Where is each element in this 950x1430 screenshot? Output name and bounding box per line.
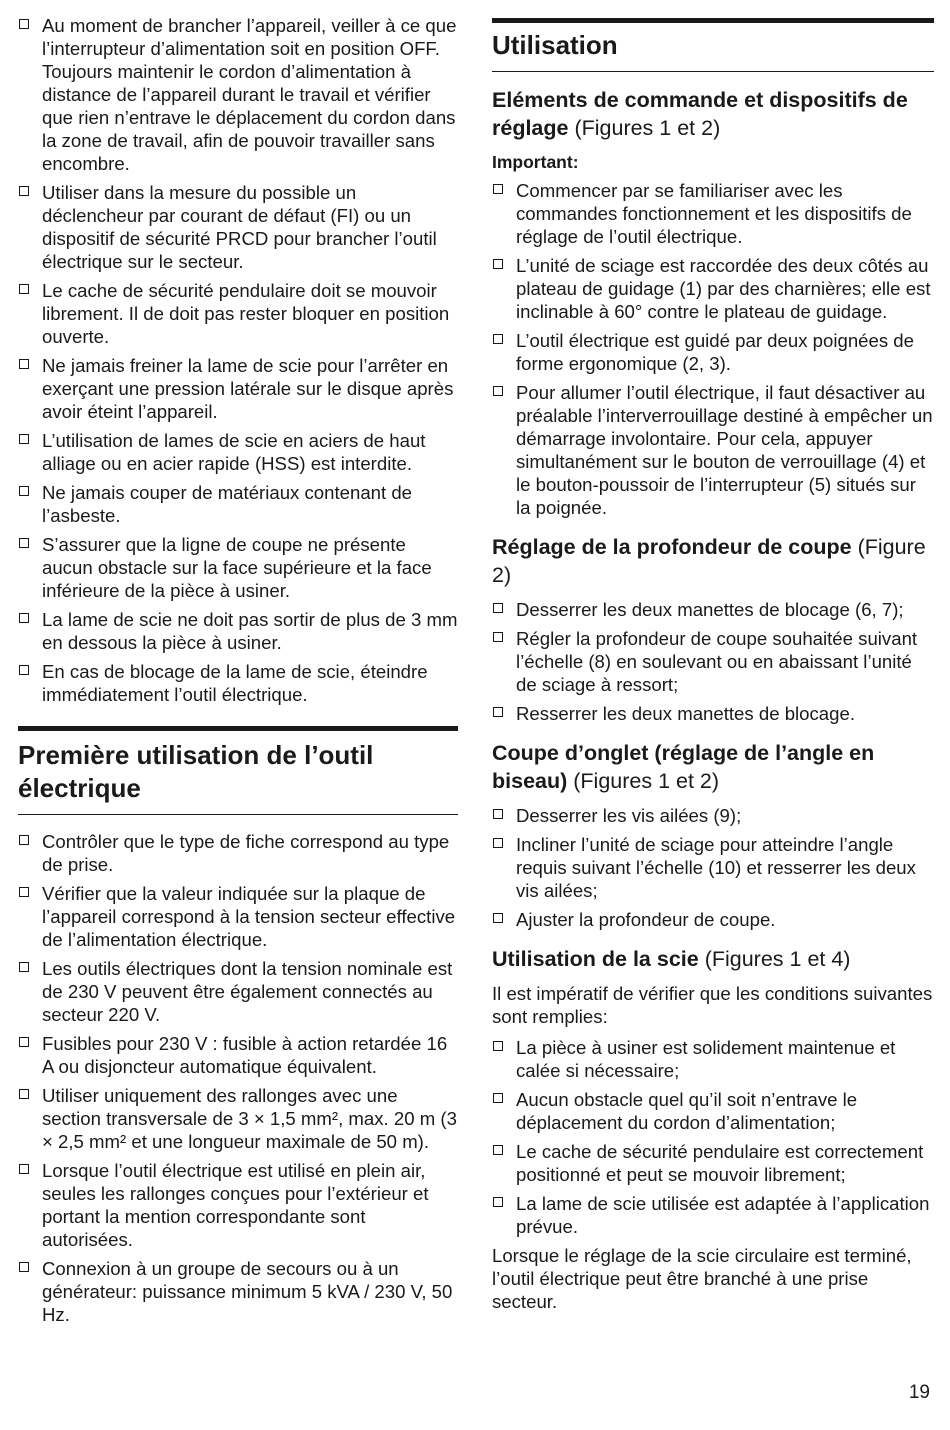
- checkbox-icon: [19, 19, 29, 29]
- left-column: [18, 0, 458, 1332]
- checkbox-icon: [19, 835, 29, 845]
- list-item: Fusibles pour 230 V : fusible à action retardée 16 A ou disjoncteur automatique équivalent.: [18, 1032, 458, 1078]
- checkbox-icon: [493, 1041, 503, 1051]
- checkbox-icon: [493, 707, 503, 717]
- checkbox-icon: [19, 962, 29, 972]
- subsection-title-bevel: Coupe d’onglet (réglage de l’angle en biseau) (Figures 1 et 2): [492, 741, 875, 793]
- list-item: Incliner l’unité de sciage pour atteindre l’angle requis suivant l’échelle (10) et resserrer les deux vis ailées;: [492, 833, 934, 902]
- bevel-list: [492, 804, 934, 931]
- list-item: La lame de scie utilisée est adaptée à l’application prévue.: [492, 1192, 934, 1238]
- checkbox-icon: [19, 359, 29, 369]
- list-item: La lame de scie ne doit pas sortir de plus de 3 mm en dessous la pièce à usiner.: [18, 608, 458, 654]
- list-item: L’utilisation de lames de scie en aciers de haut alliage ou en acier rapide (HSS) est interdite.: [18, 429, 458, 475]
- checkbox-icon: [493, 913, 503, 923]
- checkbox-icon: [19, 613, 29, 623]
- checkbox-icon: [493, 184, 503, 194]
- list-item: Utiliser uniquement des rallonges avec une section transversale de 3 × 1,5 mm², max. 20 m (3 × 2,5 mm² et une longueur maximale de 50 m).: [18, 1084, 458, 1153]
- important-label: Important:: [492, 152, 579, 172]
- section-underline: [18, 814, 458, 815]
- checkbox-icon: [493, 1145, 503, 1155]
- list-item: Resserrer les deux manettes de blocage.: [492, 702, 934, 725]
- checkbox-icon: [493, 1093, 503, 1103]
- list-item: Vérifier que la valeur indiquée sur la plaque de l’appareil correspond à la tension secteur effective de l’alimentation électrique.: [18, 882, 458, 951]
- checkbox-icon: [493, 603, 503, 613]
- list-item: Régler la profondeur de coupe souhaitée suivant l’échelle (8) en soulevant ou en abaissant l’unité de sciage à ressort;: [492, 627, 934, 696]
- list-item: Utiliser dans la mesure du possible un déclencheur par courant de défaut (FI) ou un dispositif de sécurité PRCD pour brancher l’outil électrique sur le secteur.: [18, 181, 458, 273]
- subsection-title-depth: Réglage de la profondeur de coupe (Figure 2): [492, 535, 926, 587]
- safety-list: [18, 14, 458, 706]
- checkbox-icon: [19, 486, 29, 496]
- list-item: En cas de blocage de la lame de scie, éteindre immédiatement l’outil électrique.: [18, 660, 458, 706]
- checkbox-icon: [493, 809, 503, 819]
- list-item: La pièce à usiner est solidement maintenue et calée si nécessaire;: [492, 1036, 934, 1082]
- list-item: Ne jamais freiner la lame de scie pour l’arrêter en exerçant une pression latérale sur le disque après avoir éteint l’appareil.: [18, 354, 458, 423]
- checkbox-icon: [493, 1197, 503, 1207]
- checkbox-icon: [493, 632, 503, 642]
- closing-paragraph: Lorsque le réglage de la scie circulaire est terminé, l’outil électrique peut être branché à une prise secteur.: [492, 1245, 912, 1312]
- list-item: Contrôler que le type de fiche correspond au type de prise.: [18, 830, 458, 876]
- list-item: Le cache de sécurité pendulaire doit se mouvoir librement. Il de doit pas rester bloquer en position ouverte.: [18, 279, 458, 348]
- checkbox-icon: [493, 386, 503, 396]
- list-item: Desserrer les deux manettes de blocage (6, 7);: [492, 598, 934, 621]
- depth-list: [492, 598, 934, 725]
- subsection-title-controls: Eléments de commande et dispositifs de réglage (Figures 1 et 2): [492, 88, 908, 140]
- section-rule: [18, 726, 458, 731]
- checkbox-icon: [493, 259, 503, 269]
- list-item: Les outils électriques dont la tension nominale est de 230 V peuvent être également connectés au secteur 220 V.: [18, 957, 458, 1026]
- section-rule: [492, 18, 934, 23]
- page-number: 19: [908, 1382, 930, 1403]
- list-item: Connexion à un groupe de secours ou à un générateur: puissance minimum 5 kVA / 230 V, 50 Hz.: [18, 1257, 458, 1326]
- list-item: Commencer par se familiariser avec les commandes fonctionnement et les dispositifs de réglage de l’outil électrique.: [492, 179, 934, 248]
- controls-list: [492, 179, 934, 519]
- checkbox-icon: [493, 334, 503, 344]
- list-item: Le cache de sécurité pendulaire est correctement positionné et peut se mouvoir librement;: [492, 1140, 934, 1186]
- checkbox-icon: [19, 1089, 29, 1099]
- checkbox-icon: [19, 1037, 29, 1047]
- checkbox-icon: [19, 186, 29, 196]
- section-underline: [492, 71, 934, 72]
- checkbox-icon: [19, 665, 29, 675]
- list-item: L’unité de sciage est raccordée des deux côtés au plateau de guidage (1) par des charnières; elle est inclinable à 60° contre le plateau de guidage.: [492, 254, 934, 323]
- list-item: Aucun obstacle quel qu’il soit n’entrave le déplacement du cordon d’alimentation;: [492, 1088, 934, 1134]
- first-use-list: [18, 830, 458, 1326]
- checkbox-icon: [493, 838, 503, 848]
- checkbox-icon: [19, 1262, 29, 1272]
- list-item: Au moment de brancher l’appareil, veiller à ce que l’interrupteur d’alimentation soit en position OFF. Toujours maintenir le cordon d’alimentation à distance de l’appareil durant le travail et vérifier que rien n’entrave le déplacement du cordon dans la zone de travail, afin de pouvoir travailler sans encombre.: [18, 14, 458, 175]
- list-item: L’outil électrique est guidé par deux poignées de forme ergonomique (2, 3).: [492, 329, 934, 375]
- checkbox-icon: [19, 434, 29, 444]
- list-item: Desserrer les vis ailées (9);: [492, 804, 934, 827]
- list-item: Ne jamais couper de matériaux contenant de l’asbeste.: [18, 481, 458, 527]
- list-item: Pour allumer l’outil électrique, il faut désactiver au préalable l’interverrouillage destiné à empêcher un démarrage involontaire. Pour cela, appuyer simultanément sur le bouton de verrouillage (4) et le bouton-poussoir de l’interrupteur (5) situés sur la poignée.: [492, 381, 934, 519]
- saw-use-list: [492, 1036, 934, 1238]
- saw-use-intro: Il est impératif de vérifier que les conditions suivantes sont remplies:: [492, 983, 933, 1027]
- right-column: [492, 0, 934, 1313]
- list-item: S’assurer que la ligne de coupe ne présente aucun obstacle sur la face supérieure et la face inférieure de la pièce à usiner.: [18, 533, 458, 602]
- subsection-title-saw-use: Utilisation de la scie (Figures 1 et 4): [492, 947, 851, 971]
- section-title: Première utilisation de l’outil électrique: [18, 740, 374, 803]
- list-item: Ajuster la profondeur de coupe.: [492, 908, 934, 931]
- list-item: Lorsque l’outil électrique est utilisé en plein air, seules les rallonges conçues pour l’extérieur et portant la mention correspondante sont autorisées.: [18, 1159, 458, 1251]
- checkbox-icon: [19, 1164, 29, 1174]
- checkbox-icon: [19, 284, 29, 294]
- checkbox-icon: [19, 538, 29, 548]
- checkbox-icon: [19, 887, 29, 897]
- section-title: Utilisation: [492, 30, 618, 60]
